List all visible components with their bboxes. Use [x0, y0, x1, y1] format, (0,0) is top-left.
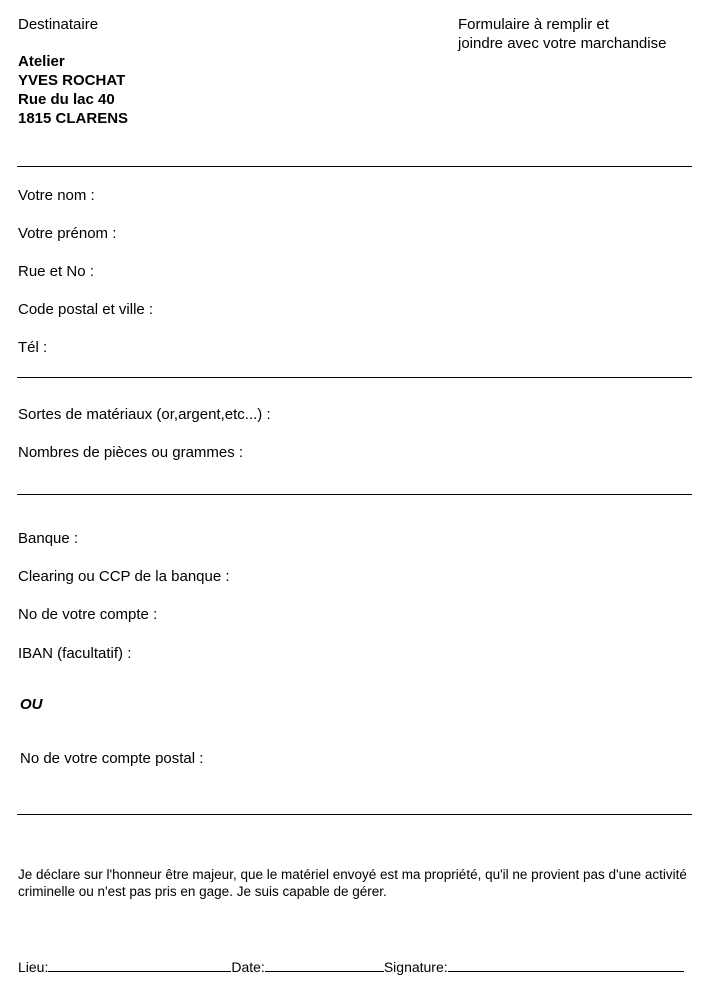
clearing-field-label[interactable]: Clearing ou CCP de la banque : [18, 568, 230, 585]
place-blank[interactable] [48, 958, 231, 972]
section-divider [17, 494, 692, 495]
signature-blank[interactable] [448, 958, 684, 972]
firstname-field-label[interactable]: Votre prénom : [18, 225, 117, 242]
address-line-city: 1815 CLARENS [18, 110, 129, 127]
name-field-label[interactable]: Votre nom : [18, 187, 95, 204]
or-separator: OU [20, 696, 43, 713]
instruction-line-1: Formulaire à remplir et [458, 16, 609, 33]
section-divider [17, 166, 692, 167]
address-line-workshop: Atelier [18, 53, 65, 70]
address-line-name: YVES ROCHAT [18, 72, 126, 89]
bank-field-label[interactable]: Banque : [18, 530, 79, 547]
phone-field-label[interactable]: Tél : [18, 339, 48, 356]
declaration-text: Je déclare sur l'honneur être majeur, que le matériel envoyé est ma propriété, qu'il ne provient pas d'une activité criminelle ou n'est pas pris en gage. Je suis capable de gérer. [18, 867, 687, 899]
postal-city-field-label[interactable]: Code postal et ville : [18, 301, 154, 318]
recipient-label: Destinataire [18, 16, 99, 33]
street-field-label[interactable]: Rue et No : [18, 263, 94, 280]
postal-account-field-label[interactable]: No de votre compte postal : [20, 750, 204, 767]
signature-label: Signature: [383, 959, 448, 975]
instruction-line-2: joindre avec votre marchandise [458, 35, 667, 52]
account-number-field-label[interactable]: No de votre compte : [18, 606, 158, 623]
material-type-field-label[interactable]: Sortes de matériaux (or,argent,etc...) : [18, 406, 271, 423]
date-label: Date: [231, 959, 265, 975]
signature-row [18, 958, 684, 976]
quantity-field-label[interactable]: Nombres de pièces ou grammes : [18, 444, 244, 461]
iban-field-label[interactable]: IBAN (facultatif) : [18, 645, 132, 662]
section-divider [17, 814, 692, 815]
section-divider [17, 377, 692, 378]
place-label: Lieu: [18, 959, 49, 975]
address-line-street: Rue du lac 40 [18, 91, 115, 108]
date-blank[interactable] [265, 958, 384, 972]
